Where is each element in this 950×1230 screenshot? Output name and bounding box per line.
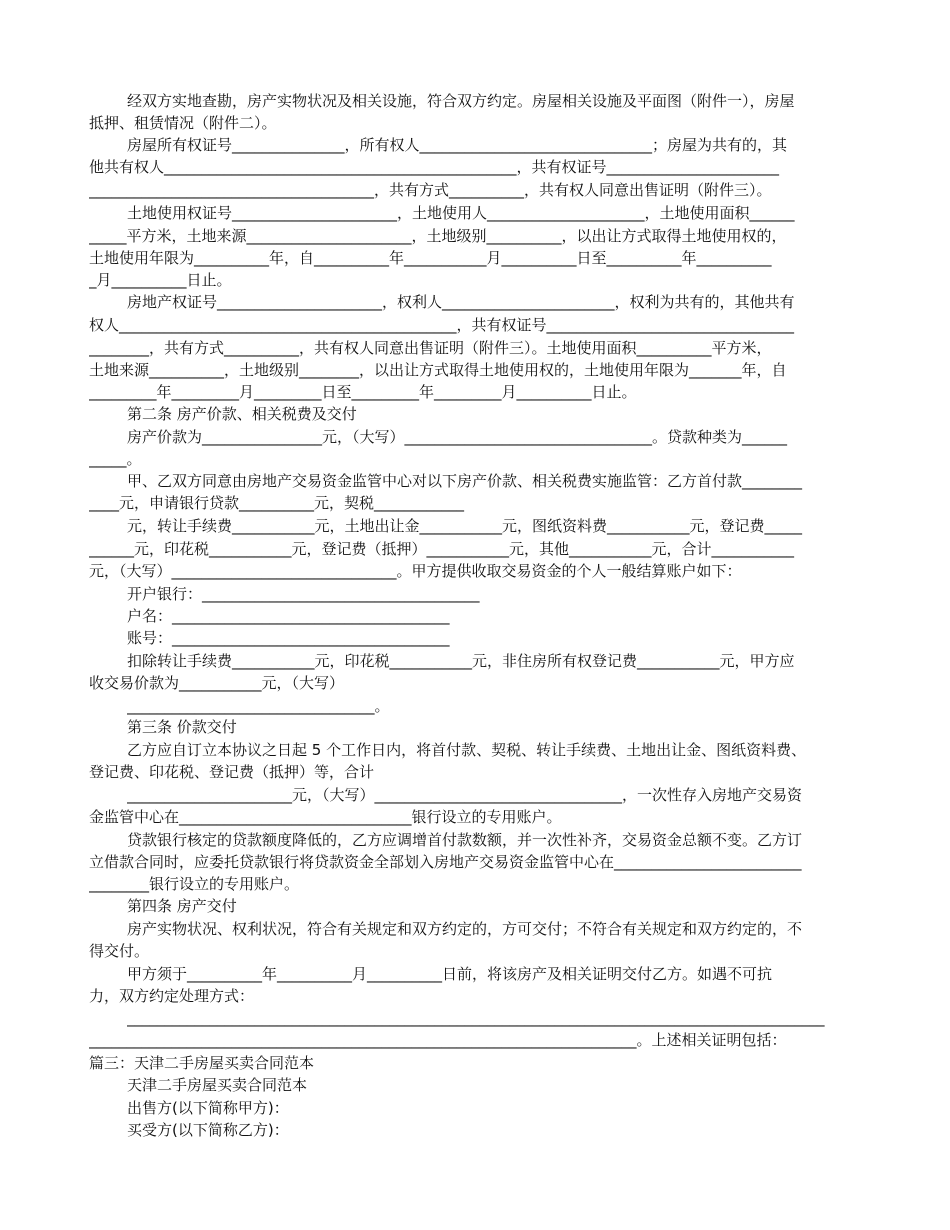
text-line: 甲、乙双方同意由房地产交易资金监管中心对以下房产价款、相关税费实施监管：乙方首付款________: [127, 472, 803, 490]
text-line: 出售方(以下简称甲方)：: [127, 1099, 289, 1117]
text-line: 得交付。: [89, 942, 150, 960]
article-title: 篇三：天津二手房屋买卖合同范本: [89, 1054, 315, 1072]
text-line: _________________________________________________________________________。上述相关证明包括：: [89, 1031, 787, 1049]
text-line: _____________________________________________________________________________________________: [127, 1009, 825, 1027]
text-line: 力，双方约定处理方式：: [89, 987, 255, 1005]
text-line: 土地使用年限为__________年，自__________年___________月__________日至__________年__________: [89, 249, 772, 267]
text-line: 元，转让手续费___________元，土地出让金___________元，图纸资料费___________元，登记费_____: [127, 517, 803, 535]
text-line: 元，（大写）______________________________。甲方提供收取交易资金的个人一般结算账户如下：: [89, 562, 742, 580]
text-line: 立借款合同时，应委托贷款银行将贷款资金全部划入房地产交易资金监管中心在_________________________: [89, 853, 802, 871]
text-line: ______________________________________，共有方式__________，共有权人同意出售证明（附件三）。: [89, 181, 772, 199]
text-line: 抵押、租赁情况（附件二）。: [89, 114, 277, 132]
text-line: 甲方须于__________年__________月__________日前，将该房产及相关证明交付乙方。如遇不可抗: [127, 965, 773, 983]
text-line: 天津二手房屋买卖合同范本: [127, 1076, 308, 1094]
text-line: 乙方应自订立本协议之日起 5 个工作日内，将首付款、契税、转让手续费、土地出让金、图纸资料费、: [127, 741, 807, 759]
section-heading: 第二条 房产价款、相关税费及交付: [127, 405, 357, 423]
text-line: ____元，申请银行贷款__________元，契税____________: [89, 494, 465, 512]
section-heading: 第三条 价款交付: [127, 718, 237, 736]
text-line: 房产实物状况、权利状况，符合有关规定和双方约定的，方可交付；不符合有关规定和双方约定的，不: [127, 920, 803, 938]
text-line: 收交易价款为___________元，（大写）: [89, 674, 345, 692]
section-heading: 第四条 房产交付: [127, 897, 237, 915]
text-line: _月__________日止。: [89, 271, 232, 289]
text-line: 买受方(以下简称乙方)：: [127, 1121, 289, 1139]
text-line: 权人_____________________________________________，共有权证号_________________________________: [89, 316, 795, 334]
text-line: 账号：_____________________________________: [127, 629, 450, 647]
text-line: 扣除转让手续费___________元，印花税___________元，非住房所有权登记费___________元，甲方应: [127, 652, 795, 670]
text-line: _________年_________月_________日至_________年_________月__________日止。: [89, 383, 637, 401]
text-line: _________________________________。: [127, 697, 390, 715]
text-line: 他共有权人_______________________________________________，共有权证号_______________________: [89, 158, 780, 176]
text-line: 房屋所有权证号_______________，所有权人_______________________________；房屋为共有的，其: [127, 136, 788, 154]
text-line: 登记费、印花税、登记费（抵押）等，合计: [89, 763, 375, 781]
text-line: ______________________元，（大写）_________________________________，一次性存入房地产交易资: [127, 786, 803, 804]
text-line: 金监管中心在_______________________________银行设立的专用账户。: [89, 808, 562, 826]
text-line: 土地来源__________，土地级别________，以出让方式取得土地使用权的，土地使用年限为_______年，自: [89, 361, 787, 379]
text-line: 户名：_____________________________________: [127, 607, 450, 625]
text-line: _____。: [89, 450, 142, 468]
text-line: 贷款银行核定的贷款额度降低的，乙方应调增首付款数额，并一次性补齐，交易资金总额不变。乙方订: [127, 831, 803, 849]
text-line: ________银行设立的专用账户。: [89, 875, 300, 893]
text-line: ______元，印花税___________元，登记费（抵押）___________元，其他___________元，合计___________: [89, 540, 795, 558]
text-line: _____平方米，土地来源______________________，土地级别__________，以出让方式取得土地使用权的，: [89, 227, 787, 245]
text-line: 房地产权证号______________________，权利人_______________________，权利为共有的，其他共有: [127, 293, 795, 311]
text-line: 经双方实地查勘，房产实物状况及相关设施，符合双方约定。房屋相关设施及平面图（附件一），房屋: [127, 92, 795, 110]
text-line: ________，共有方式__________，共有权人同意出售证明（附件三）。土地使用面积__________平方米，: [89, 339, 772, 357]
text-line: 房产价款为________________元，（大写）_________________________________。贷款种类为______: [127, 428, 788, 446]
text-line: 开户银行：_____________________________________: [127, 585, 480, 603]
text-line: 土地使用权证号______________________，土地使用人_____________________，土地使用面积______: [127, 204, 795, 222]
